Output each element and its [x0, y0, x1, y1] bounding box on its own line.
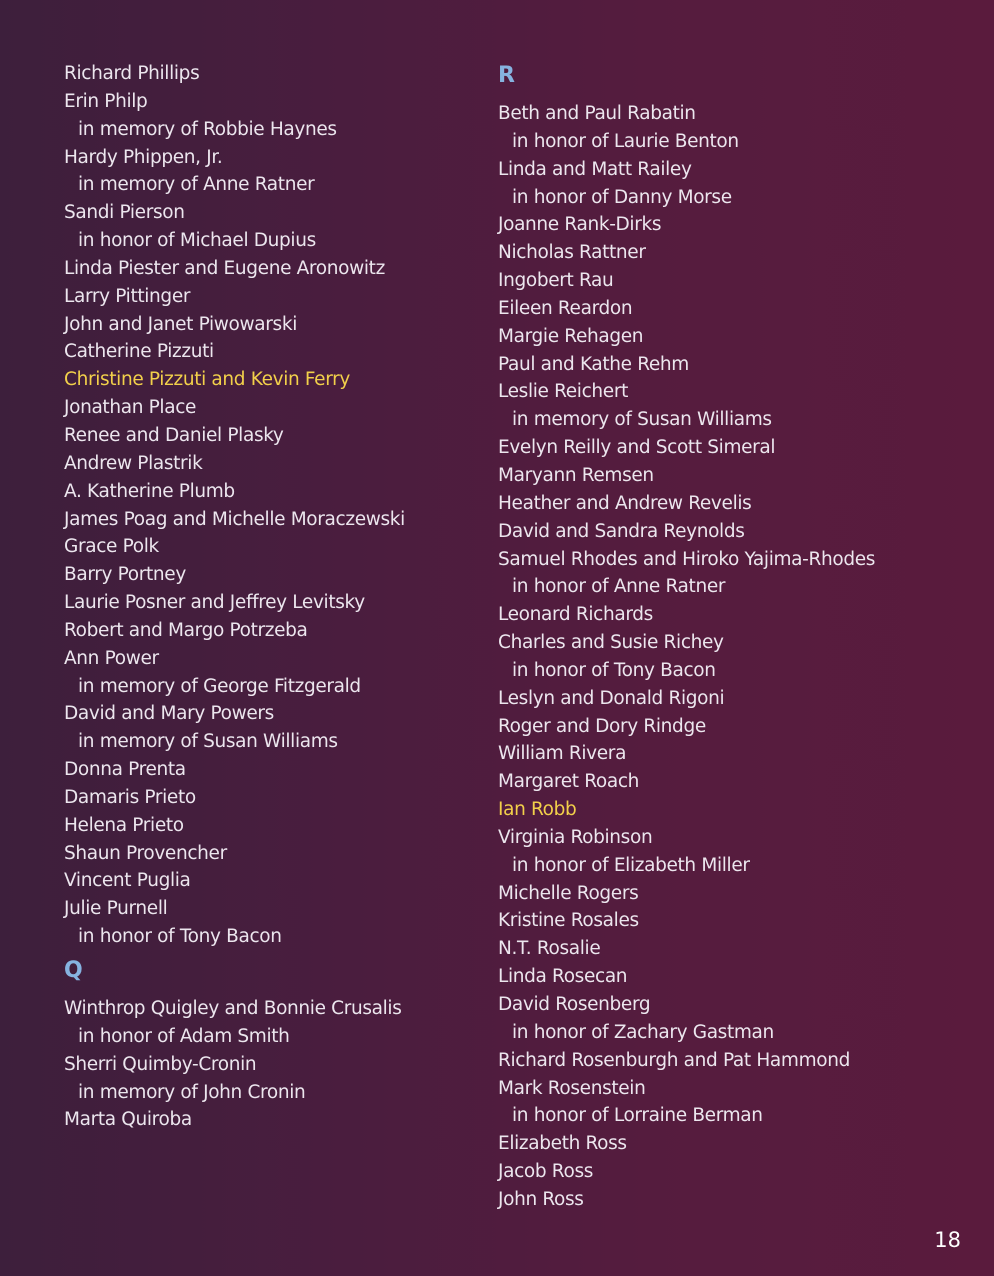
highlighted-donor-name: Ian Robb: [498, 799, 577, 821]
donor-name: Robert and Margo Potrzeba: [64, 619, 308, 641]
donor-name: Shaun Provencher: [64, 842, 227, 864]
donor-name: David Rosenberg: [498, 994, 651, 1015]
donor-name: Damaris Prieto: [64, 786, 196, 808]
donor-name: Elizabeth Ross: [498, 1133, 627, 1155]
donor-name: Joanne Rank-Dirks: [498, 214, 662, 236]
donor-name: Linda Piester and Eugene Aronowitz: [64, 257, 385, 279]
donor-name: Andrew Plastrik: [64, 452, 203, 474]
tribute-line: in honor of Michael Dupius: [78, 230, 316, 252]
tribute-line: in honor of Adam Smith: [78, 1025, 290, 1047]
donor-name: Hardy Phippen, Jr.: [64, 146, 223, 168]
highlighted-donor-name: Christine Pizzuti and Kevin Ferry: [64, 369, 350, 391]
tribute-line: in honor of Tony Bacon: [512, 659, 716, 681]
donor-name: Margaret Roach: [498, 771, 640, 793]
donor-name: Barry Portney: [64, 564, 186, 586]
right-column: [498, 60, 968, 1214]
tribute-line: in memory of George Fitzgerald: [78, 675, 361, 697]
donor-list-p: [64, 60, 484, 951]
donor-name: Vincent Puglia: [64, 870, 191, 892]
donor-name: David and Mary Powers: [64, 703, 274, 725]
donor-name: Catherine Pizzuti: [64, 341, 214, 363]
tribute-line: in memory of Susan Williams: [512, 409, 772, 431]
section-letter-q: Q: [64, 958, 83, 983]
donor-name: Sherri Quimby-Cronin: [64, 1053, 257, 1075]
tribute-line: in memory of Anne Ratner: [78, 174, 315, 196]
donor-name: Ann Power: [64, 647, 159, 669]
section-letter-r: R: [498, 63, 515, 88]
donor-name: Ingobert Rau: [498, 270, 614, 292]
donor-name: Samuel Rhodes and Hiroko Yajima-Rhodes: [498, 548, 876, 570]
donor-name: Kristine Rosales: [498, 910, 639, 932]
donor-name: Margie Rehagen: [498, 325, 644, 347]
donor-name: Laurie Posner and Jeffrey Levitsky: [64, 592, 365, 614]
donor-name: James Poag and Michelle Moraczewski: [64, 508, 405, 530]
donor-name: David and Sandra Reynolds: [498, 520, 745, 542]
donor-name: Michelle Rogers: [498, 882, 639, 904]
donor-name: Julie Purnell: [64, 898, 168, 920]
donor-name: Donna Prenta: [64, 759, 186, 781]
donor-name: Roger and Dory Rindge: [498, 715, 706, 737]
donor-name: Renee and Daniel Plasky: [64, 424, 284, 446]
donor-name: Richard Rosenburgh and Pat Hammond: [498, 1049, 850, 1071]
donor-name: Richard Phillips: [64, 63, 200, 84]
donor-name: Leslie Reichert: [498, 381, 628, 403]
tribute-line: in memory of Robbie Haynes: [78, 118, 337, 140]
left-column: [64, 60, 484, 1134]
tribute-line: in honor of Laurie Benton: [512, 130, 739, 152]
donor-name: Linda and Matt Railey: [498, 158, 692, 180]
tribute-line: in honor of Zachary Gastman: [512, 1021, 774, 1043]
donor-name: Winthrop Quigley and Bonnie Crusalis: [64, 998, 402, 1019]
tribute-line: in honor of Elizabeth Miller: [512, 854, 750, 876]
donor-name: Beth and Paul Rabatin: [498, 103, 696, 124]
donor-list-r: [498, 100, 968, 1214]
donor-name: Paul and Kathe Rehm: [498, 353, 689, 375]
tribute-line: in memory of John Cronin: [78, 1081, 306, 1103]
donor-name: Jonathan Place: [64, 397, 197, 419]
donor-name: John Ross: [498, 1188, 584, 1210]
donor-name: Linda Rosecan: [498, 966, 628, 988]
donor-name: N.T. Rosalie: [498, 938, 601, 960]
donor-name: Sandi Pierson: [64, 202, 185, 224]
donor-name: Erin Philp: [64, 90, 148, 112]
tribute-line: in honor of Lorraine Berman: [512, 1105, 763, 1127]
donor-name: Mark Rosenstein: [498, 1077, 646, 1099]
donor-name: Nicholas Rattner: [498, 242, 646, 264]
donor-name: Leonard Richards: [498, 604, 653, 626]
donor-name: Jacob Ross: [498, 1161, 594, 1183]
donor-name: William Rivera: [498, 743, 627, 765]
donor-name: Larry Pittinger: [64, 285, 191, 307]
page-number: 18: [934, 1228, 961, 1252]
donor-list-q: [64, 995, 484, 1134]
donor-name: Heather and Andrew Revelis: [498, 492, 752, 514]
donor-name: John and Janet Piwowarski: [64, 313, 297, 335]
donor-name: Virginia Robinson: [498, 826, 653, 848]
donor-name: Marta Quiroba: [64, 1109, 192, 1131]
tribute-line: in memory of Susan Williams: [78, 731, 338, 753]
donor-name: Leslyn and Donald Rigoni: [498, 687, 725, 709]
tribute-line: in honor of Danny Morse: [512, 186, 732, 208]
donor-name: Grace Polk: [64, 536, 159, 558]
donor-name: Eileen Reardon: [498, 297, 633, 319]
donor-name: Evelyn Reilly and Scott Simeral: [498, 437, 776, 459]
tribute-line: in honor of Anne Ratner: [512, 576, 726, 598]
donor-name: Charles and Susie Richey: [498, 632, 724, 654]
donor-name: Maryann Remsen: [498, 464, 654, 486]
donor-name: Helena Prieto: [64, 814, 184, 836]
tribute-line: in honor of Tony Bacon: [78, 926, 282, 948]
donor-name: A. Katherine Plumb: [64, 480, 235, 502]
